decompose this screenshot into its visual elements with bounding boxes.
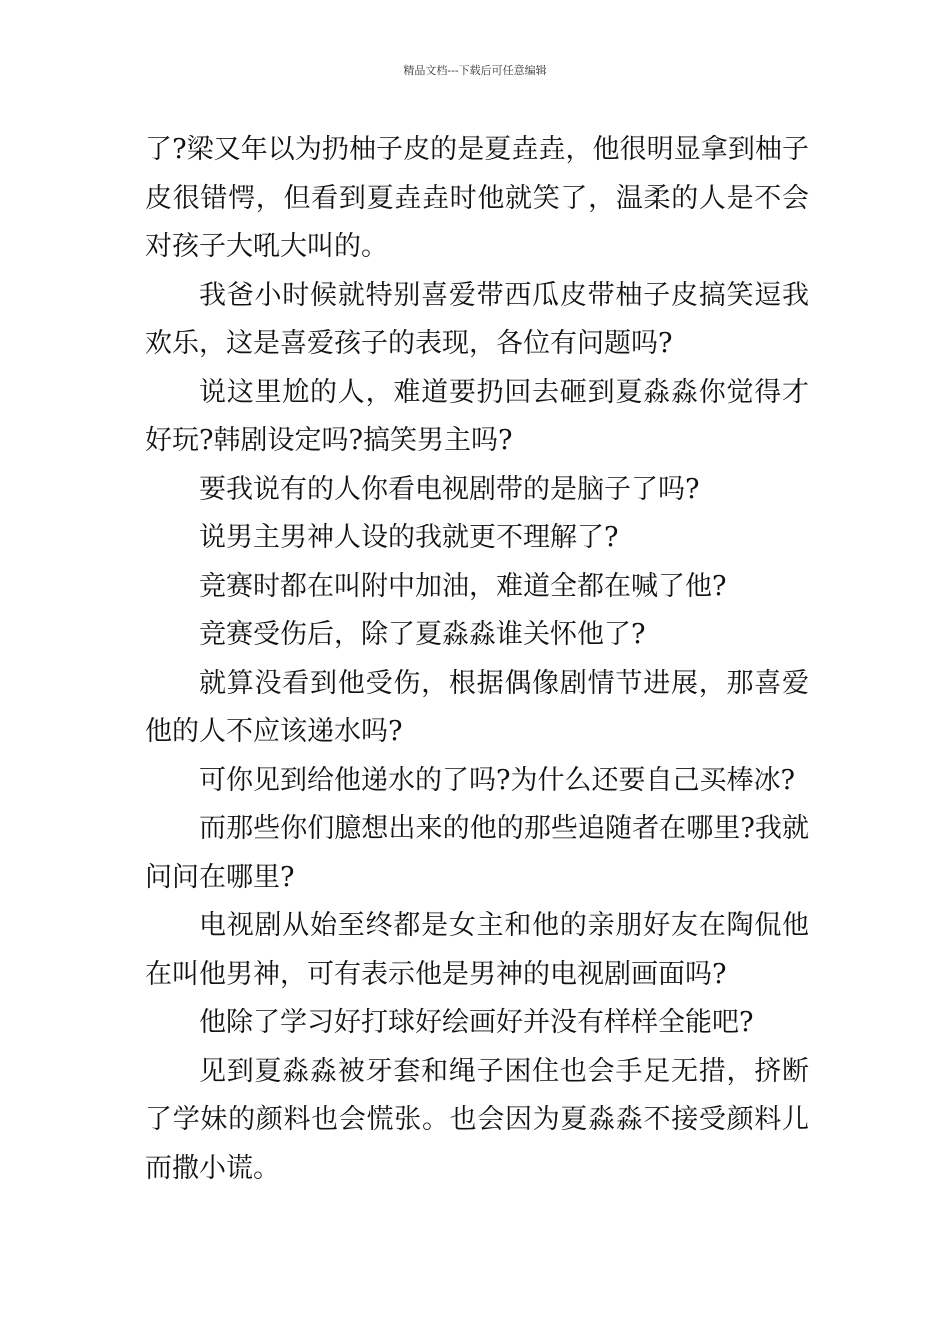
paragraph: 了?梁又年以为扔柚子皮的是夏垚垚，他很明显拿到柚子皮很错愕，但看到夏垚垚时他就笑了，温柔的人是不会对孩子大吼大叫的。 xyxy=(145,134,809,262)
paragraph: 就算没看到他受伤，根据偶像剧情节进展，那喜爱他的人不应该递水吗? xyxy=(145,667,809,747)
paragraph: 说男主男神人设的我就更不理解了? xyxy=(199,522,619,553)
paragraph: 竞赛时都在叫附中加油，难道全都在喊了他? xyxy=(199,570,727,602)
body-text xyxy=(145,126,809,1193)
paragraph: 他除了学习好打球好绘画好并没有样样全能吧? xyxy=(199,1007,754,1038)
paragraph: 电视剧从始至终都是女主和他的亲朋好友在陶侃他在叫他男神，可有表示他是男神的电视剧画面吗? xyxy=(145,910,809,990)
page-header: 精品文档---下载后可任意编辑 xyxy=(403,64,547,77)
paragraph: 而那些你们臆想出来的他的那些追随者在哪里?我就问问在哪里? xyxy=(145,813,809,893)
paragraph: 说这里尬的人，难道要扔回去砸到夏淼淼你觉得才好玩?韩剧设定吗?搞笑男主吗? xyxy=(145,376,809,456)
paragraph: 要我说有的人你看电视剧带的是脑子了吗? xyxy=(199,473,700,505)
paragraph: 我爸小时候就特别喜爱带西瓜皮带柚子皮搞笑逗我欢乐，这是喜爱孩子的表现，各位有问题吗? xyxy=(145,279,809,359)
paragraph: 可你见到给他递水的了吗?为什么还要自己买棒冰? xyxy=(199,764,795,796)
paragraph: 见到夏淼淼被牙套和绳子困住也会手足无措，挤断了学妹的颜料也会慌张。也会因为夏淼淼不接受颜料儿而撒小谎。 xyxy=(145,1055,809,1184)
paragraph: 竞赛受伤后，除了夏淼淼谁关怀他了? xyxy=(199,619,646,650)
